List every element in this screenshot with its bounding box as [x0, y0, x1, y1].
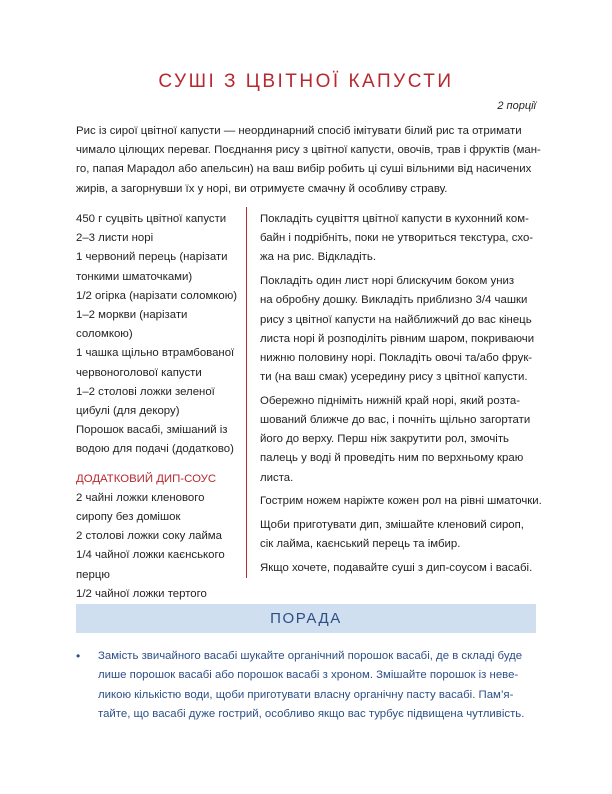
ingredient-line: Порошок васабі, змішаний із: [76, 424, 228, 437]
direction-step: [260, 516, 536, 554]
dip-ingredient-line: 1/2 чайної ложки тертого: [76, 587, 207, 600]
direction-line: нижню половину норі. Покладіть овочі та/або фрук-: [260, 351, 533, 364]
direction-step: [260, 392, 536, 488]
tip-line: тайте, що васабі дуже гострий, особливо якщо вас турбує підвищена чутливість.: [98, 708, 525, 721]
direction-step: [260, 210, 536, 268]
intro-line: жирів, а загорнувши їх у норі, ви отримуєте смачну й особливу страву.: [76, 182, 448, 195]
tip-line: лише порошок васабі або порошок васабі з хроном. Змішайте порошок із неве-: [98, 669, 519, 682]
direction-step: [260, 272, 536, 387]
ingredients-list: [76, 210, 244, 623]
direction-line: його до верху. Перш ніж закрутити рол, змочіть: [260, 433, 509, 446]
recipe-title: СУШІ З ЦВІТНОЇ КАПУСТИ: [158, 71, 454, 92]
direction-line: листа.: [260, 471, 294, 484]
ingredient-line: 1 червоний перець (нарізати: [76, 251, 228, 264]
servings: 2 порції: [497, 100, 536, 112]
ingredient-line: цибулі (для декору): [76, 405, 180, 418]
ingredient-line: червоноголової капусти: [76, 366, 202, 379]
intro-paragraph: [76, 122, 541, 199]
ingredient-line: 1/2 огірка (нарізати соломкою): [76, 289, 238, 302]
ingredient-line: 450 г суцвіть цвітної капусти: [76, 213, 227, 225]
ingredient-line: 1–2 моркви (нарізати: [76, 309, 188, 322]
dip-ingredient-line: 2 чайні ложки кленового: [76, 491, 205, 504]
direction-step: [260, 492, 542, 511]
ingredient-line: 2–3 листи норі: [76, 232, 154, 245]
ingredient-line: 1 чашка щільно втрамбованої: [76, 347, 235, 360]
ingredient-line: соломкою): [76, 328, 133, 341]
bullet-icon: •: [76, 649, 81, 663]
ingredient-line: 1–2 столові ложки зеленої: [76, 385, 215, 398]
direction-line: ти (на ваш смак) усередину рису з цвітної капусти.: [260, 371, 528, 384]
direction-line: рису з цвітної капусти на найближчий до вас кінець: [260, 313, 532, 326]
dip-ingredient-line: 1/4 чайної ложки каєнського: [76, 549, 225, 562]
direction-line: Покладіть суцвіття цвітної капусти в кухонний ком-: [260, 213, 529, 225]
tip-body: [98, 647, 536, 725]
direction-line: сік лайма, каєнський перець та імбир.: [260, 538, 461, 551]
direction-line: Гострим ножем наріжте кожен рол на рівні шматочки.: [260, 495, 542, 508]
direction-line: Обережно підніміть нижній край норі, який розта-: [260, 394, 521, 407]
dip-sauce-heading: ДОДАТКОВИЙ ДИП-СОУС: [76, 472, 217, 485]
column-divider: [246, 207, 247, 578]
intro-line: чимало цілющих переваг. Поєднання рису з цвітної капусти, овочів, трав і фруктів (ман-: [76, 144, 541, 157]
tip-line: Замість звичайного васабі шукайте органічний порошок васабі, де в складі буде: [98, 650, 523, 662]
tip-header-bar: [76, 604, 536, 633]
direction-line: Щоби приготувати дип, змішайте кленовий сироп,: [260, 519, 524, 532]
dip-ingredient-line: 2 столові ложки соку лайма: [76, 530, 222, 543]
intro-line: го, папая Марадол або апельсин) на ваш вибір робить ці суші вільними від насичених: [76, 163, 532, 176]
direction-line: на обробну дошку. Викладіть приблизно 3/4 чашки: [260, 294, 528, 307]
dip-ingredient-line: сиропу без домішок: [76, 511, 181, 524]
tip-line: ликою кількістю води, щоби приготувати власну органічну пасту васабі. Пам’я-: [98, 688, 514, 701]
direction-line: шований ближче до вас, і почніть щільно загортати: [260, 414, 531, 427]
intro-line: Рис із сирої цвітної капусти — неординарний спосіб імітувати білий рис та отримати: [76, 125, 522, 137]
ingredient-line: водою для подачі (додатково): [76, 443, 234, 456]
direction-line: Якщо хочете, подавайте суші з дип-соусом і васабі.: [260, 561, 533, 574]
direction-line: Покладіть один лист норі блискучим боком униз: [260, 275, 515, 288]
direction-line: байн і подрібніть, поки не утвориться текстура, схо-: [260, 232, 534, 245]
direction-line: листа норі й розподіліть рівним шаром, покриваючи: [260, 332, 535, 345]
ingredient-line: тонкими шматочками): [76, 270, 193, 283]
dip-ingredient-line: перцю: [76, 568, 110, 581]
directions: [260, 210, 542, 583]
tip-title: ПОРАДА: [270, 610, 342, 627]
direction-line: жа на рис. Відкладіть.: [260, 251, 376, 264]
direction-line: палець у воді й проведіть ним по верхньому краю: [260, 452, 524, 465]
direction-step: [260, 559, 536, 578]
